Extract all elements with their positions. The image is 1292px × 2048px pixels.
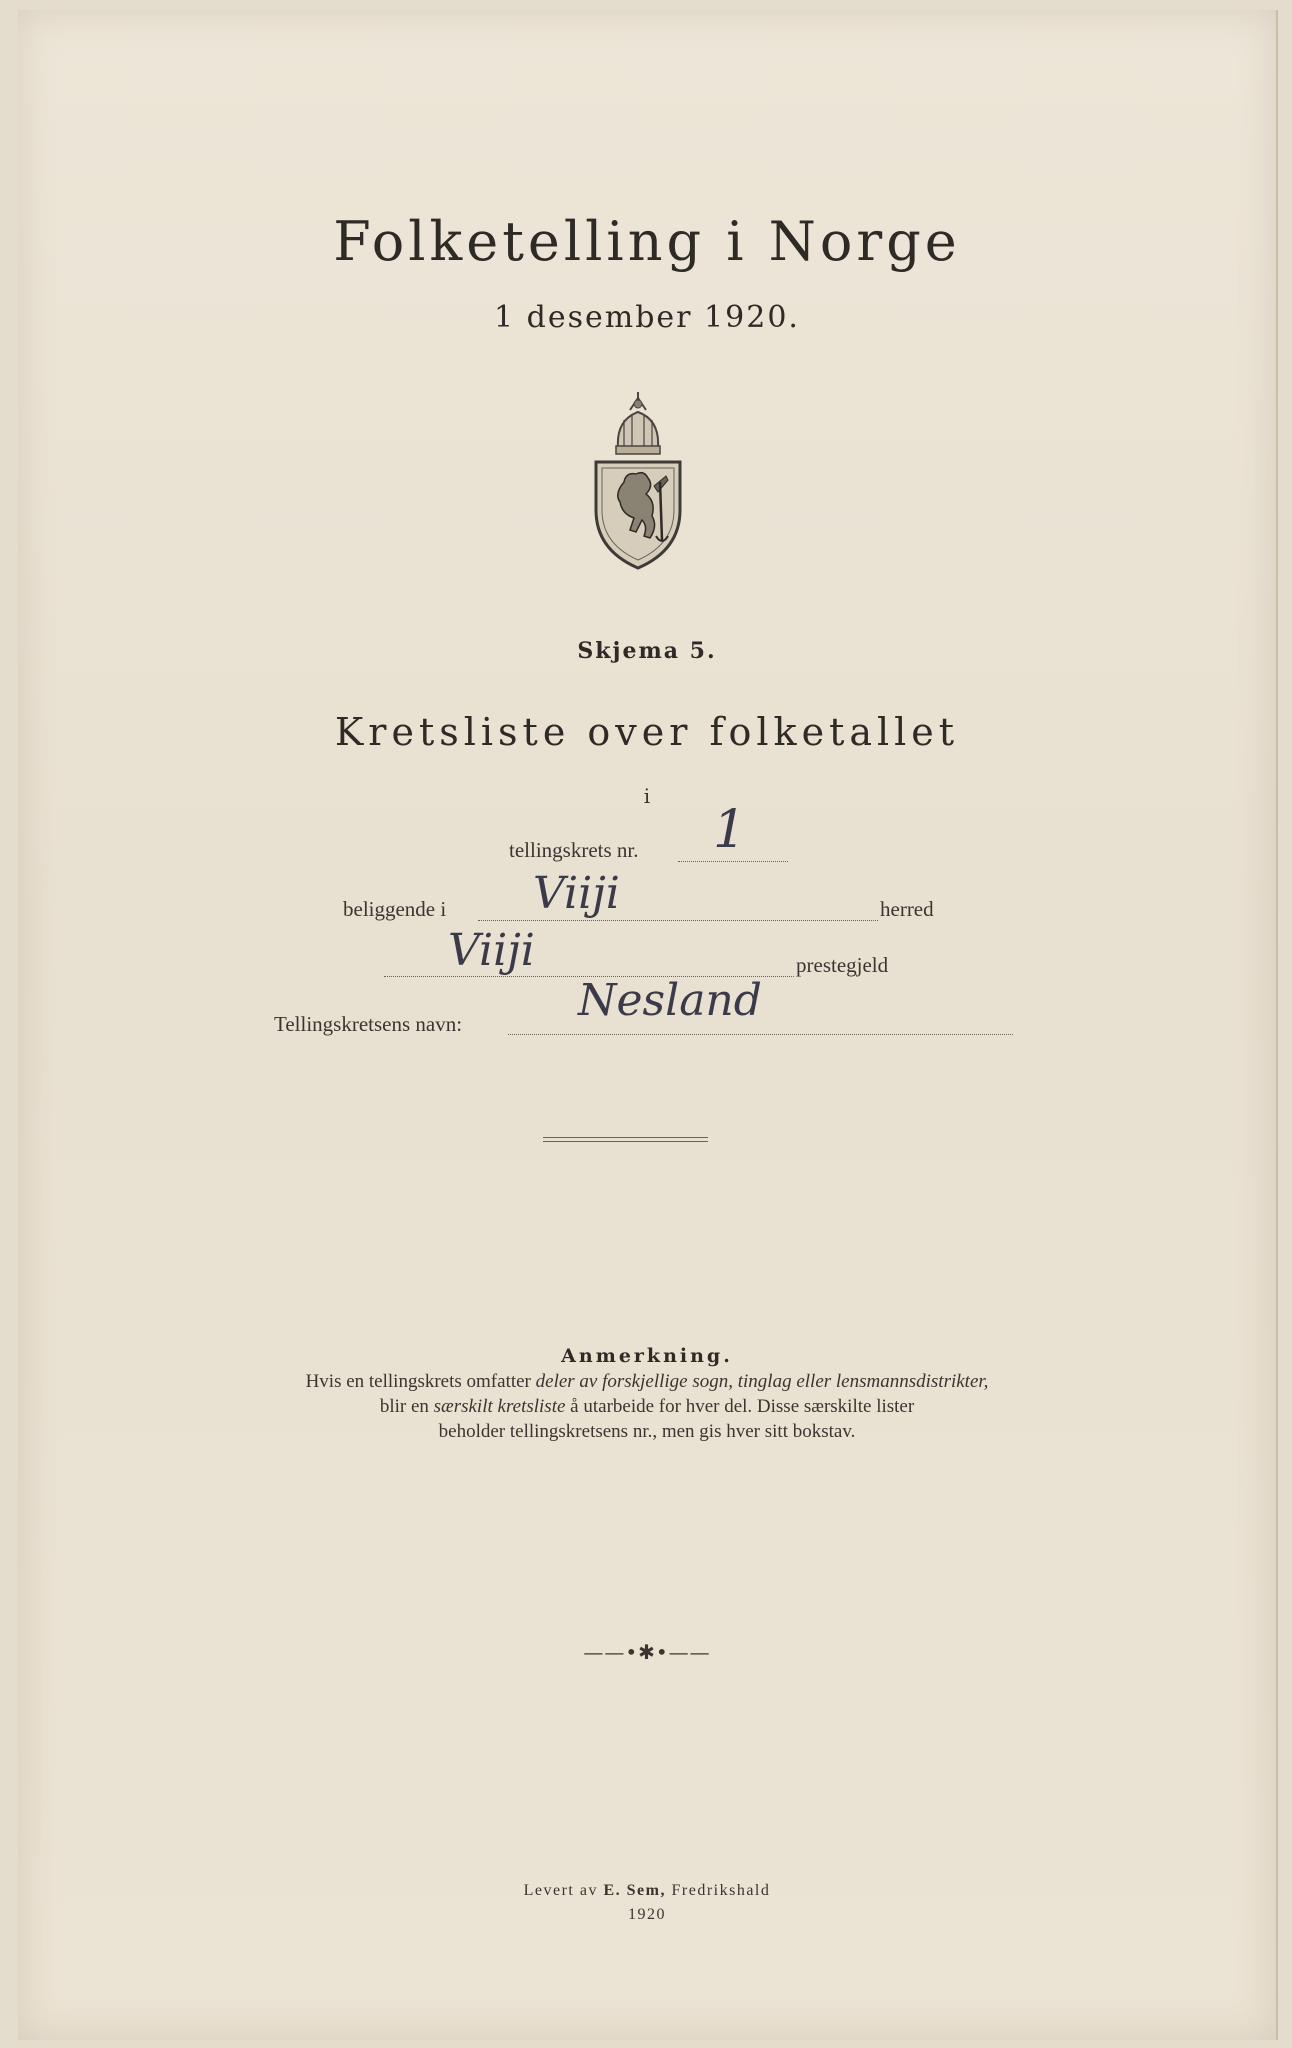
census-form-page: [18, 10, 1278, 2040]
preposition-i: i: [643, 784, 651, 808]
parish-label: prestegjeld: [796, 953, 889, 977]
print-year: 1920: [628, 1906, 666, 1923]
printer-city: Fredrikshald: [665, 1882, 771, 1899]
herred-label: herred: [880, 897, 934, 921]
section-divider: [543, 1137, 708, 1142]
note-line-1-text: Hvis en tellingskrets omfatter: [305, 1371, 536, 1392]
located-in-label: beliggende i: [343, 897, 447, 921]
printer-credit: [18, 1882, 1276, 1900]
located-in-value: Viiji: [533, 868, 620, 919]
note-line-2-text: blir en: [379, 1396, 434, 1417]
district-number-line: [678, 861, 788, 862]
ornament-divider: ——•✱•——: [583, 1640, 711, 1664]
district-name-value: Nesland: [578, 975, 762, 1026]
parish-value: Viiji: [448, 925, 535, 976]
district-number-label: tellingskrets nr.: [509, 838, 639, 862]
census-date: 1 desember 1920.: [494, 300, 800, 335]
located-in-line: [478, 920, 878, 921]
printer-prefix: Levert av: [523, 1882, 604, 1899]
schema-number: Skjema 5.: [577, 638, 717, 664]
form-heading: Kretsliste over folketallet: [334, 710, 960, 754]
page-title: Folketelling i Norge: [333, 210, 961, 273]
district-name-line: [508, 1034, 1013, 1035]
note-line-2-end: å utarbeide for hver del. Disse særskilte lister: [565, 1396, 915, 1417]
norwegian-coat-of-arms-icon: [588, 390, 688, 570]
note-line-2: [18, 1396, 1276, 1418]
district-name-label: Tellingskretsens navn:: [274, 1012, 463, 1036]
note-line-1: [18, 1371, 1276, 1393]
note-line-2-italic: særskilt kretsliste: [433, 1396, 566, 1417]
note-title: Anmerkning.: [561, 1345, 733, 1367]
note-line-3: beholder tellingskretsens nr., men gis hver sitt bokstav.: [438, 1421, 856, 1442]
printer-name: E. Sem,: [603, 1882, 666, 1899]
note-line-1-italic: deler av forskjellige sogn, tinglag eller lensmannsdistrikter,: [535, 1371, 989, 1392]
district-number-value: 1: [713, 800, 747, 860]
